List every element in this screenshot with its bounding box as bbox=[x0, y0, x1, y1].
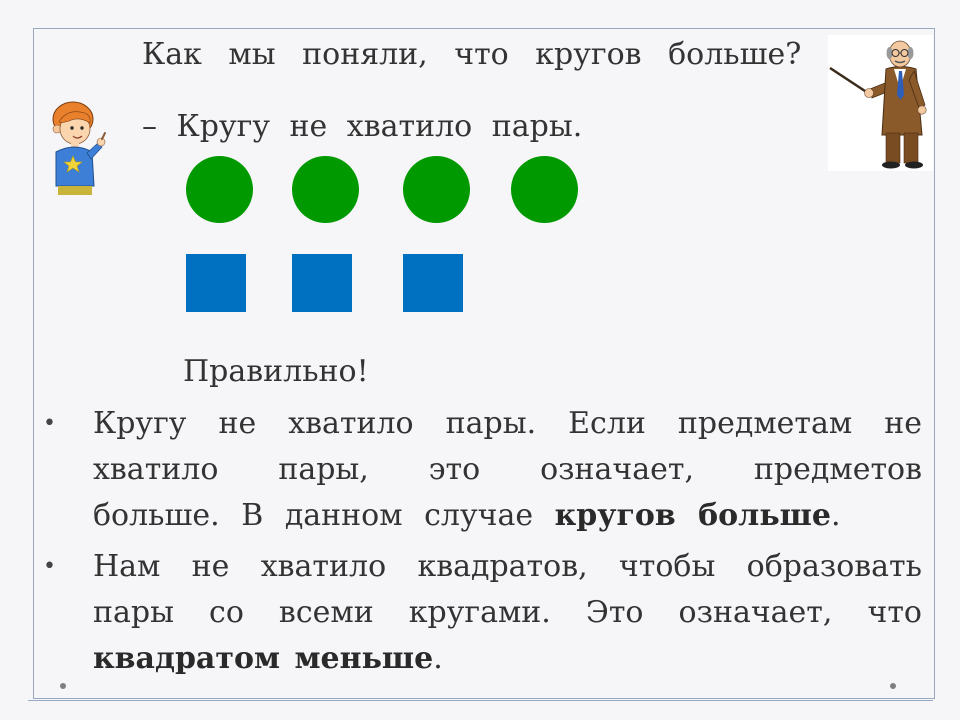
bullet-item bbox=[43, 401, 922, 539]
blue-square bbox=[403, 254, 463, 312]
bold-emphasis: квадратом меньше bbox=[93, 641, 434, 676]
boy-pants bbox=[58, 186, 92, 195]
bullet-line: Нам не хватило квадратов, чтобы образовать bbox=[93, 549, 922, 584]
bullet-line: пары со всеми кругами. Это означает, что bbox=[93, 595, 922, 630]
bullet-item bbox=[43, 544, 922, 682]
bullet-text: больше. В данном случае bbox=[93, 498, 555, 533]
boy-face bbox=[59, 112, 90, 144]
slide-question: Как мы поняли, что кругов больше? bbox=[142, 37, 802, 72]
bullet-marker: • bbox=[43, 411, 56, 436]
footer-rule bbox=[28, 700, 933, 701]
green-circle bbox=[511, 156, 578, 223]
bullet-line: Кругу не хватило пары. Если предметам не bbox=[93, 406, 922, 441]
bullet-line bbox=[93, 493, 922, 539]
slide-answer: – Кругу не хватило пары. bbox=[142, 109, 583, 144]
bullet-list bbox=[43, 401, 922, 682]
bullet-line: хватило пары, это означает, предметов bbox=[93, 452, 922, 487]
teacher-illustration bbox=[828, 35, 933, 171]
green-circle bbox=[186, 156, 253, 223]
blue-square bbox=[186, 254, 246, 312]
bullet-line bbox=[93, 636, 922, 682]
bullet-punctuation: . bbox=[831, 498, 841, 533]
boy-illustration bbox=[45, 98, 107, 195]
boy-arm bbox=[87, 133, 105, 159]
blue-square bbox=[292, 254, 352, 312]
bullet-punctuation: . bbox=[433, 641, 443, 676]
praise-text: Правильно! bbox=[183, 354, 369, 389]
bold-emphasis: кругов больше bbox=[554, 498, 832, 533]
green-circle bbox=[403, 156, 470, 223]
green-circle bbox=[292, 156, 359, 223]
corner-dot-left bbox=[60, 683, 66, 689]
bullet-marker: • bbox=[43, 554, 56, 579]
corner-dot-right bbox=[890, 683, 896, 689]
